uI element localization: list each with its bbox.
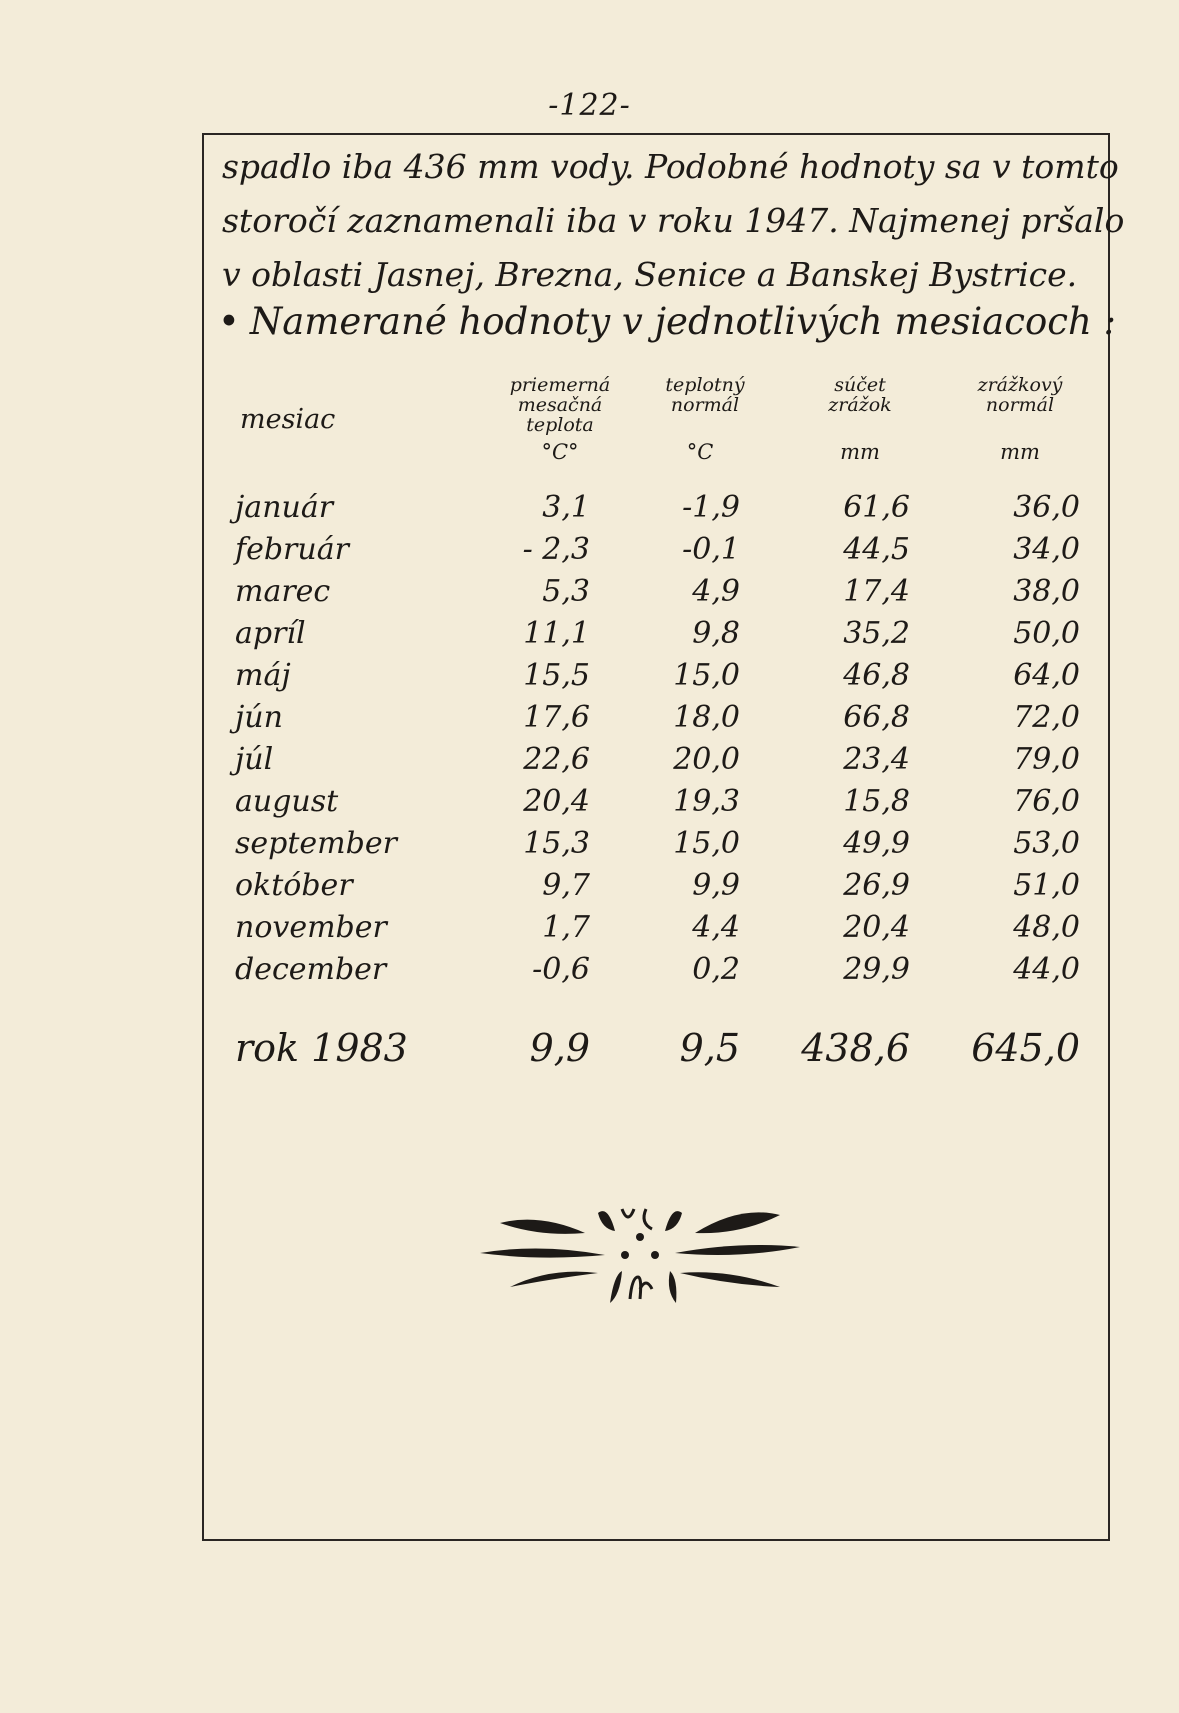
page-number: -122- (548, 88, 631, 123)
bullet-icon: • (218, 300, 240, 343)
header-line: mesačná (517, 394, 603, 416)
month-cell: apríl (235, 616, 306, 651)
temp-norm-cell: 0,2 (692, 952, 740, 987)
table-row (0, 742, 1179, 782)
precip-sum-cell: 26,9 (843, 868, 910, 903)
month-cell: január (235, 490, 334, 525)
precip-norm-total: 645,0 (971, 1026, 1080, 1070)
unit-avg-temp: °C° (541, 440, 579, 464)
year-cell: rok 1983 (235, 1026, 408, 1070)
avg-temp-cell: 1,7 (542, 910, 590, 945)
precip-sum-cell: 29,9 (843, 952, 910, 987)
table-row (0, 574, 1179, 614)
precip-sum-cell: 17,4 (843, 574, 910, 609)
table-row (0, 532, 1179, 572)
precip-norm-cell: 34,0 (1013, 532, 1080, 567)
precip-sum-cell: 20,4 (843, 910, 910, 945)
intro-line: spadlo iba 436 mm vody. Podobné hodnoty sa v tomto (222, 147, 1119, 186)
avg-temp-cell: - 2,3 (522, 532, 590, 567)
table-row (0, 658, 1179, 698)
avg-temp-cell: 15,5 (523, 658, 590, 693)
avg-temp-cell: 3,1 (542, 490, 590, 525)
temp-norm-cell: 4,4 (692, 910, 740, 945)
intro-paragraph (222, 140, 1125, 302)
month-cell: júl (235, 742, 274, 777)
precip-norm-cell: 72,0 (1013, 700, 1080, 735)
temp-norm-cell: 15,0 (673, 826, 740, 861)
precip-norm-cell: 36,0 (1013, 490, 1080, 525)
column-header-precip-sum (800, 375, 920, 415)
precip-sum-cell: 46,8 (843, 658, 910, 693)
precip-norm-cell: 53,0 (1013, 826, 1080, 861)
avg-temp-cell: -0,6 (532, 952, 590, 987)
temp-norm-cell: 15,0 (673, 658, 740, 693)
table-row (0, 826, 1179, 866)
precip-sum-total: 438,6 (801, 1026, 910, 1070)
table-row (0, 490, 1179, 530)
intro-line: v oblasti Jasnej, Brezna, Senice a Banskej Bystrice. (222, 255, 1078, 294)
avg-temp-cell: 11,1 (523, 616, 590, 651)
avg-temp-cell: 15,3 (523, 826, 590, 861)
precip-sum-cell: 35,2 (843, 616, 910, 651)
section-heading (218, 300, 1116, 343)
header-line: súčet (834, 374, 886, 396)
precip-norm-cell: 38,0 (1013, 574, 1080, 609)
month-cell: september (235, 826, 397, 861)
month-cell: marec (235, 574, 331, 609)
avg-temp-cell: 9,7 (542, 868, 590, 903)
avg-temp-cell: 17,6 (523, 700, 590, 735)
table-row (0, 616, 1179, 656)
avg-temp-cell: 22,6 (523, 742, 590, 777)
temp-norm-total: 9,5 (679, 1026, 740, 1070)
month-cell: február (235, 532, 349, 567)
month-cell: október (235, 868, 353, 903)
precip-sum-cell: 44,5 (843, 532, 910, 567)
table-row-total (0, 1026, 1179, 1070)
avg-temp-total: 9,9 (529, 1026, 590, 1070)
avg-temp-cell: 20,4 (523, 784, 590, 819)
column-header-temp-norm (640, 375, 770, 415)
avg-temp-cell: 5,3 (542, 574, 590, 609)
header-line: normál (670, 394, 740, 416)
temp-norm-cell: -0,1 (682, 532, 740, 567)
table-row (0, 700, 1179, 740)
table-row (0, 784, 1179, 824)
temp-norm-cell: 18,0 (673, 700, 740, 735)
month-cell: máj (235, 658, 291, 693)
precip-norm-cell: 64,0 (1013, 658, 1080, 693)
unit-precip-norm: mm (1000, 440, 1040, 464)
precip-sum-cell: 66,8 (843, 700, 910, 735)
temp-norm-cell: 9,9 (692, 868, 740, 903)
intro-line: storočí zaznamenali iba v roku 1947. Najmenej pršalo (222, 201, 1125, 240)
table-row (0, 910, 1179, 950)
decorative-ornament-icon (480, 1195, 800, 1315)
unit-precip-sum: mm (840, 440, 880, 464)
precip-norm-cell: 51,0 (1013, 868, 1080, 903)
temp-norm-cell: 20,0 (673, 742, 740, 777)
month-cell: november (235, 910, 387, 945)
temp-norm-cell: 9,8 (692, 616, 740, 651)
precip-sum-cell: 61,6 (843, 490, 910, 525)
precip-norm-cell: 48,0 (1013, 910, 1080, 945)
precip-norm-cell: 44,0 (1013, 952, 1080, 987)
month-cell: august (235, 784, 339, 819)
column-header-month: mesiac (240, 404, 336, 435)
header-line: teplotný (665, 374, 745, 396)
header-line: normál (985, 394, 1055, 416)
precip-sum-cell: 23,4 (843, 742, 910, 777)
header-line: priemerná (509, 374, 611, 396)
temp-norm-cell: 19,3 (673, 784, 740, 819)
unit-temp-norm: °C (686, 440, 714, 464)
month-cell: december (235, 952, 387, 987)
precip-norm-cell: 76,0 (1013, 784, 1080, 819)
column-header-avg-temp (485, 375, 635, 435)
header-line: zrážok (828, 394, 892, 416)
column-header-precip-norm (945, 375, 1095, 415)
header-line: teplota (526, 414, 594, 436)
precip-norm-cell: 50,0 (1013, 616, 1080, 651)
table-row (0, 952, 1179, 992)
precip-sum-cell: 15,8 (843, 784, 910, 819)
table-row (0, 868, 1179, 908)
month-cell: jún (235, 700, 283, 735)
temp-norm-cell: -1,9 (682, 490, 740, 525)
temp-norm-cell: 4,9 (692, 574, 740, 609)
precip-sum-cell: 49,9 (843, 826, 910, 861)
heading-text: Namerané hodnoty v jednotlivých mesiacoch : (249, 300, 1117, 343)
precip-norm-cell: 79,0 (1013, 742, 1080, 777)
header-line: zrážkový (977, 374, 1063, 396)
